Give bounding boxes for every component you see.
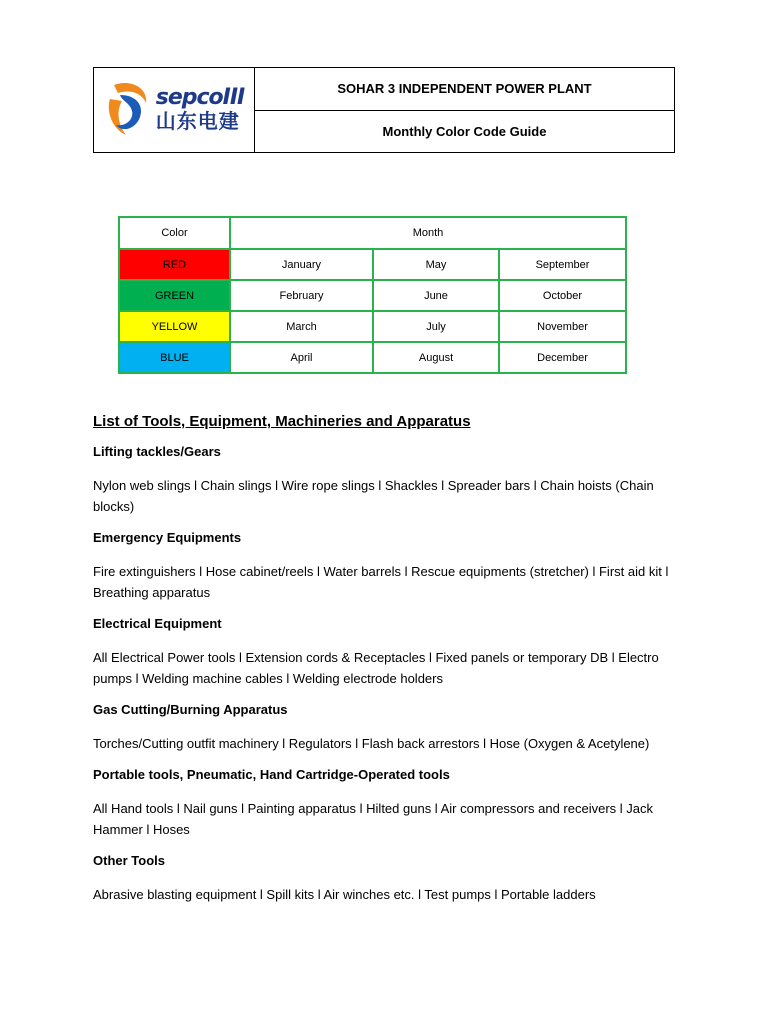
month-column-header: Month <box>230 217 626 249</box>
table-row <box>119 342 626 373</box>
month-cell: February <box>230 280 373 311</box>
color-cell-blue: BLUE <box>119 342 230 373</box>
category-items: Torches/Cutting outfit machinery l Regulators l Flash back arrestors l Hose (Oxygen & Acetylene) <box>93 736 650 751</box>
table-header-row <box>119 217 626 249</box>
month-cell: April <box>230 342 373 373</box>
document-header <box>93 67 675 153</box>
color-cell-yellow: YELLOW <box>119 311 230 342</box>
color-code-table <box>118 216 627 374</box>
category-items: Fire extinguishers l Hose cabinet/reels l Water barrels l Rescue equipments (stretcher) l First aid kit l Breathing apparatus <box>93 564 669 600</box>
category-title: Lifting tackles/Gears <box>93 444 221 459</box>
document-subtitle: Monthly Color Code Guide <box>382 123 547 139</box>
category-items: Abrasive blasting equipment l Spill kits l Air winches etc. l Test pumps l Portable ladders <box>93 887 596 902</box>
category-items: All Electrical Power tools l Extension cords & Receptacles l Fixed panels or temporary DB l Electro pumps l Welding machine cables l Welding electrode holders <box>93 650 659 686</box>
month-cell: May <box>373 249 499 280</box>
month-cell: March <box>230 311 373 342</box>
sepco-logo-icon <box>104 81 150 139</box>
header-titles <box>255 68 674 152</box>
category-title: Portable tools, Pneumatic, Hand Cartridge-Operated tools <box>93 767 450 782</box>
logo-chinese-text: 山东电建 <box>155 109 240 133</box>
color-cell-green: GREEN <box>119 280 230 311</box>
table-row <box>119 311 626 342</box>
category-items: Nylon web slings l Chain slings l Wire rope slings l Shackles l Spreader bars l Chain hoists (Chain blocks) <box>93 478 654 514</box>
month-cell: January <box>230 249 373 280</box>
month-cell: September <box>499 249 626 280</box>
color-column-header: Color <box>119 217 230 249</box>
category-title: Gas Cutting/Burning Apparatus <box>93 702 288 717</box>
category-title: Other Tools <box>93 853 165 868</box>
month-cell: November <box>499 311 626 342</box>
color-cell-red: RED <box>119 249 230 280</box>
table-row <box>119 280 626 311</box>
company-logo <box>94 68 255 152</box>
logo-latin-text: sepcoIII <box>155 85 245 110</box>
month-cell: August <box>373 342 499 373</box>
category-title: Electrical Equipment <box>93 616 222 631</box>
category-title: Emergency Equipments <box>93 530 242 545</box>
month-cell: October <box>499 280 626 311</box>
document-title: SOHAR 3 INDEPENDENT POWER PLANT <box>255 68 674 111</box>
month-cell: July <box>373 311 499 342</box>
table-row <box>119 249 626 280</box>
category-items: All Hand tools l Nail guns l Painting apparatus l Hilted guns l Air compressors and receivers l Jack Hammer l Hoses <box>93 801 653 837</box>
list-heading: List of Tools, Equipment, Machineries and Apparatus <box>93 413 471 430</box>
month-cell: December <box>499 342 626 373</box>
tools-list-section <box>93 410 683 905</box>
logo-text <box>156 87 244 133</box>
month-cell: June <box>373 280 499 311</box>
